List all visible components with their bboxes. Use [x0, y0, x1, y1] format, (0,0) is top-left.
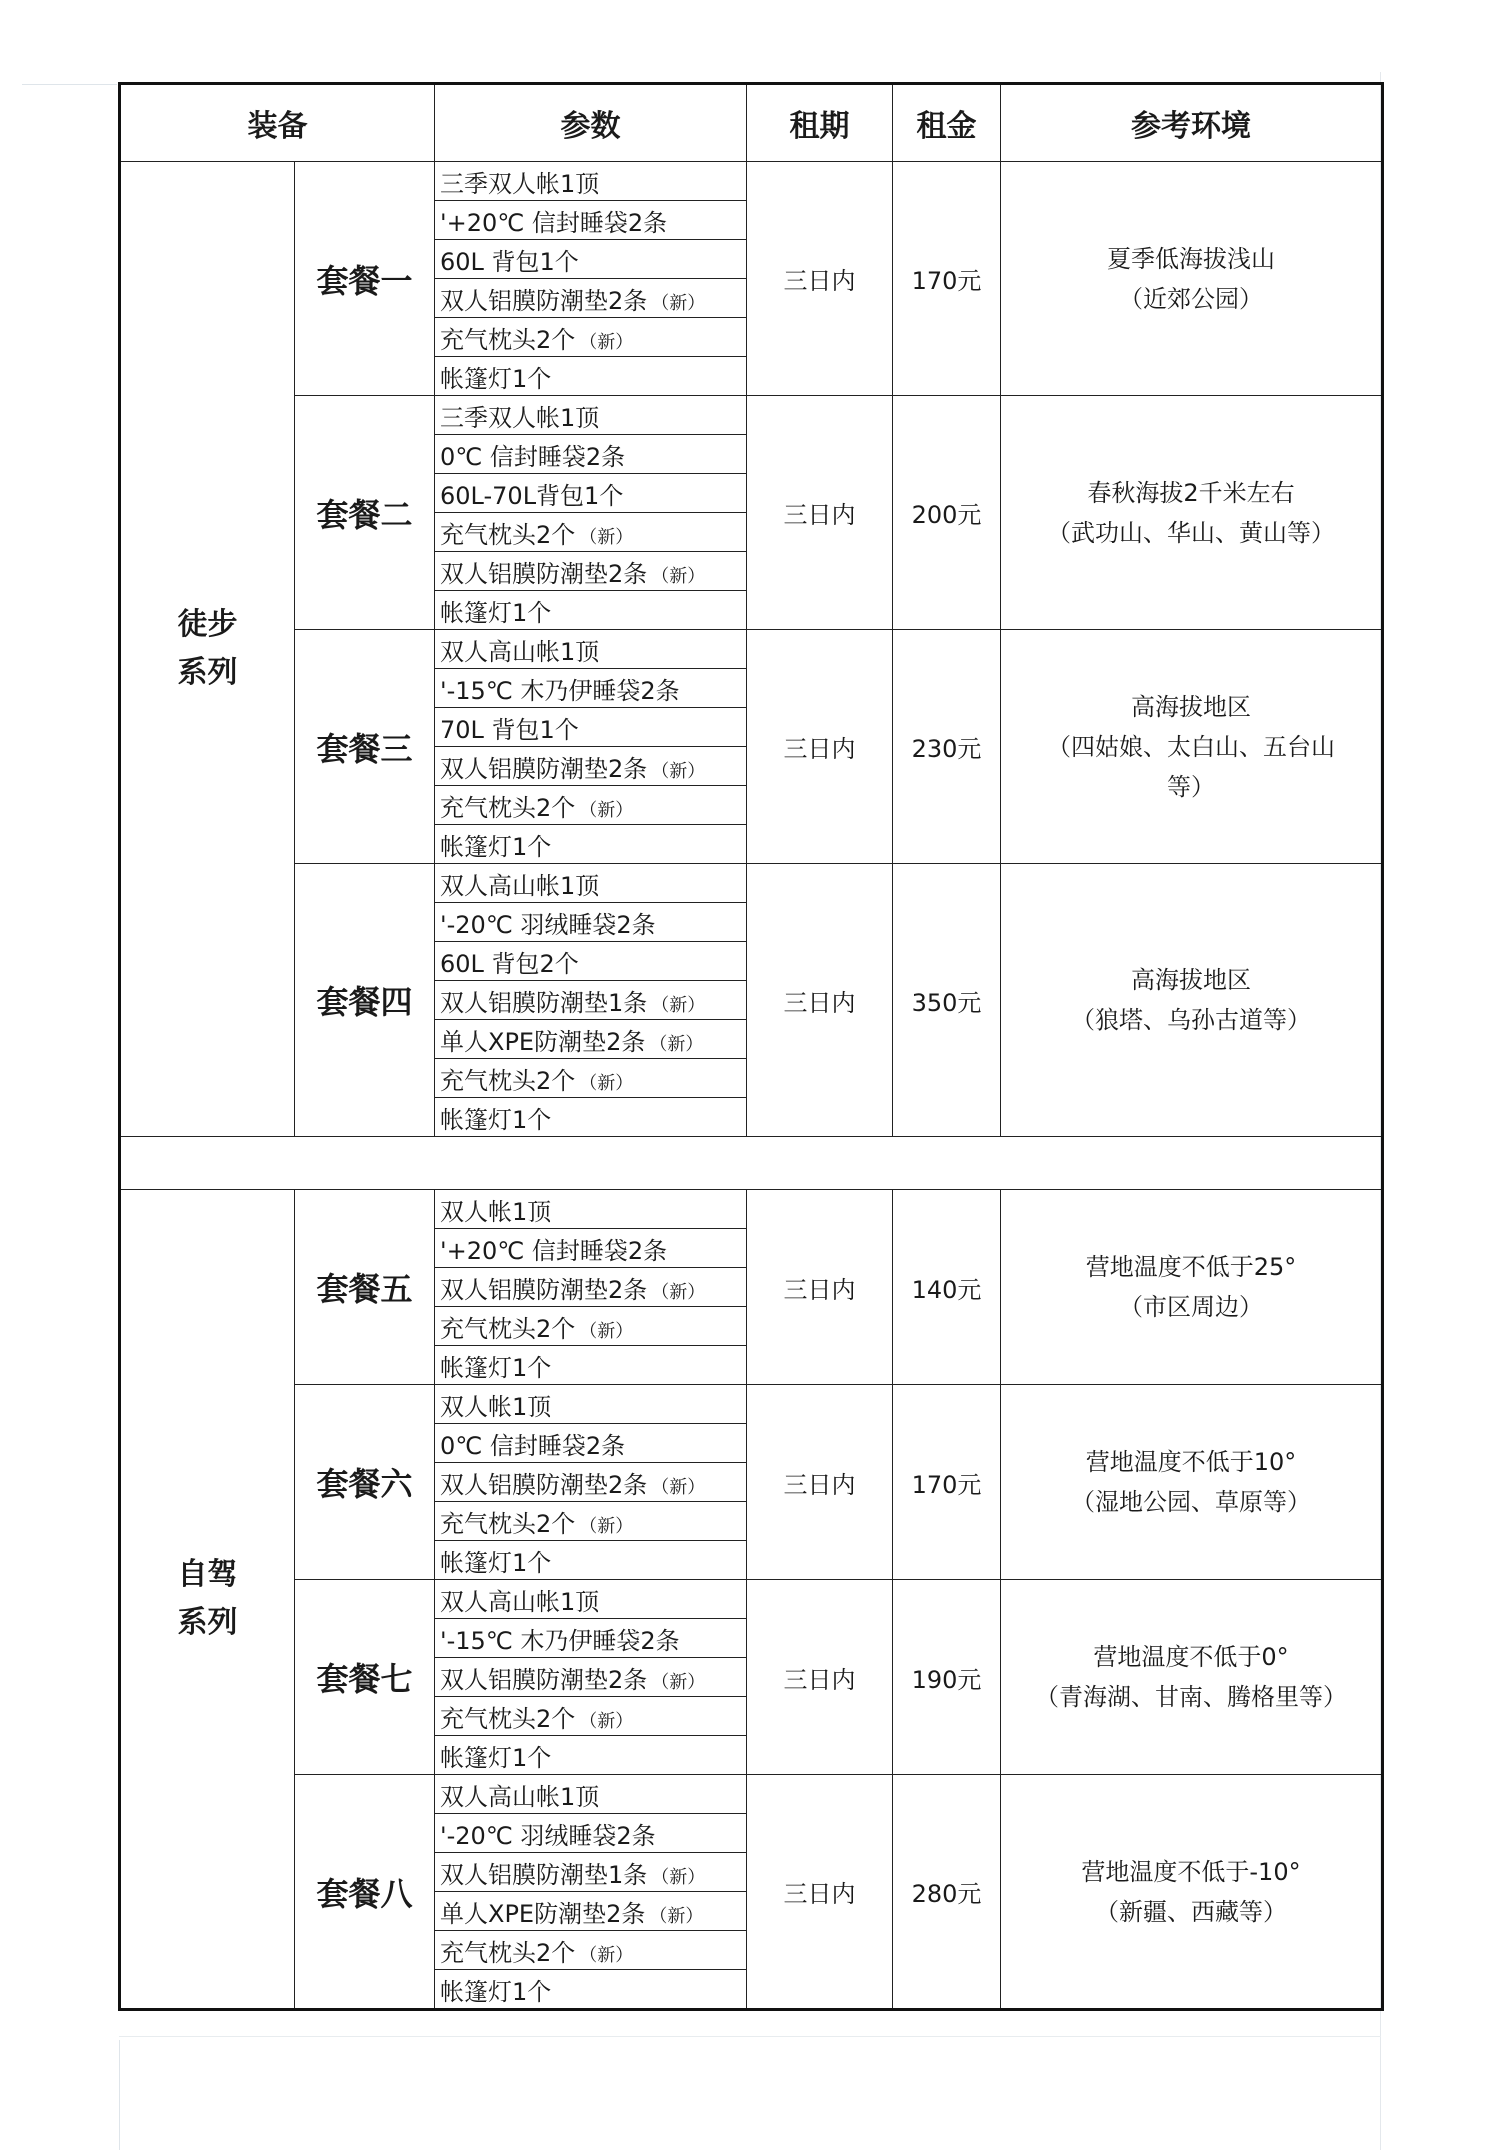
item-text: 充气枕头2个	[440, 1066, 576, 1095]
rental-period: 三日内	[747, 630, 893, 864]
new-tag: （新）	[651, 1281, 706, 1303]
rental-period: 三日内	[747, 1190, 893, 1385]
series-name-line-2: 系列	[177, 1605, 238, 1640]
equipment-item	[435, 1307, 747, 1346]
rental-period: 三日内	[747, 1775, 893, 2010]
equipment-item	[435, 864, 747, 903]
environment-line: 春秋海拔2千米左右	[1087, 478, 1295, 507]
equipment-item	[435, 708, 747, 747]
item-text: 单人XPE防潮垫2条	[440, 1027, 646, 1056]
rental-period: 三日内	[747, 1580, 893, 1775]
item-text: '+20℃ 信封睡袋2条	[440, 1236, 668, 1265]
equipment-item	[435, 1697, 747, 1736]
package-name: 套餐六	[295, 1385, 435, 1580]
new-tag: （新）	[579, 1944, 634, 1966]
environment-line: （青海湖、甘南、腾格里等）	[1035, 1683, 1347, 1711]
new-tag: （新）	[579, 799, 634, 821]
equipment-item	[435, 513, 747, 552]
equipment-item	[435, 747, 747, 786]
item-text: 70L 背包1个	[440, 715, 579, 744]
reference-environment	[1001, 864, 1383, 1137]
header-price: 租金	[893, 84, 1001, 162]
new-tag: （新）	[579, 1320, 634, 1342]
table-row	[120, 1190, 1383, 1229]
item-text: 帐篷灯1个	[440, 1743, 552, 1772]
table-row	[120, 162, 1383, 201]
item-text: 0℃ 信封睡袋2条	[440, 442, 626, 471]
rental-price-table	[118, 82, 1384, 2011]
environment-line: （狼塔、乌孙古道等）	[1071, 1006, 1311, 1034]
top-left-guide-line	[22, 84, 117, 85]
item-text: 充气枕头2个	[440, 1938, 576, 1967]
table-body	[120, 162, 1383, 2010]
series-name-line-2: 系列	[177, 655, 238, 690]
series-separator-row	[120, 1137, 1383, 1190]
equipment-item	[435, 1814, 747, 1853]
item-text: '-15℃ 木乃伊睡袋2条	[440, 676, 680, 705]
series-name-line-1: 自驾	[177, 1557, 238, 1592]
equipment-item	[435, 1892, 747, 1931]
item-text: 帐篷灯1个	[440, 1977, 552, 2006]
item-text: 双人铝膜防潮垫2条	[440, 286, 648, 315]
environment-line: （市区周边）	[1119, 1293, 1263, 1321]
equipment-item	[435, 942, 747, 981]
equipment-item	[435, 1541, 747, 1580]
equipment-item	[435, 1268, 747, 1307]
item-text: 三季双人帐1顶	[440, 403, 600, 432]
environment-line: 高海拔地区	[1131, 966, 1251, 994]
package-name: 套餐七	[295, 1580, 435, 1775]
header-environment: 参考环境	[1001, 84, 1383, 162]
equipment-item	[435, 162, 747, 201]
item-text: 双人帐1顶	[440, 1197, 552, 1226]
table-row	[120, 396, 1383, 435]
item-text: 充气枕头2个	[440, 1509, 576, 1538]
equipment-item	[435, 318, 747, 357]
item-text: 60L 背包1个	[440, 247, 579, 276]
reference-environment	[1001, 1775, 1383, 2010]
equipment-item	[435, 1736, 747, 1775]
rental-price: 170元	[893, 1385, 1001, 1580]
new-tag: （新）	[651, 292, 706, 314]
table-row	[120, 1580, 1383, 1619]
table-row	[120, 1775, 1383, 1814]
reference-environment	[1001, 396, 1383, 630]
equipment-item	[435, 1463, 747, 1502]
reference-environment	[1001, 630, 1383, 864]
item-text: 帐篷灯1个	[440, 364, 552, 393]
equipment-item	[435, 1190, 747, 1229]
new-tag: （新）	[579, 331, 634, 353]
equipment-item	[435, 435, 747, 474]
item-text: 充气枕头2个	[440, 1704, 576, 1733]
new-tag: （新）	[649, 1033, 704, 1055]
package-name: 套餐三	[295, 630, 435, 864]
equipment-item	[435, 1385, 747, 1424]
rental-price: 350元	[893, 864, 1001, 1137]
package-name: 套餐四	[295, 864, 435, 1137]
equipment-item	[435, 903, 747, 942]
new-tag: （新）	[579, 526, 634, 548]
equipment-item	[435, 1970, 747, 2010]
item-text: 双人铝膜防潮垫2条	[440, 754, 648, 783]
equipment-item	[435, 630, 747, 669]
item-text: 帐篷灯1个	[440, 1105, 552, 1134]
item-text: 双人高山帐1顶	[440, 871, 600, 900]
header-period: 租期	[747, 84, 893, 162]
page-bottom-edge	[119, 2036, 1381, 2037]
new-tag: （新）	[651, 1476, 706, 1498]
equipment-item	[435, 1098, 747, 1137]
equipment-item	[435, 1853, 747, 1892]
item-text: '-20℃ 羽绒睡袋2条	[440, 1821, 656, 1850]
equipment-item	[435, 591, 747, 630]
item-text: 双人帐1顶	[440, 1392, 552, 1421]
item-text: 三季双人帐1顶	[440, 169, 600, 198]
equipment-item	[435, 1020, 747, 1059]
equipment-item	[435, 1580, 747, 1619]
equipment-item	[435, 279, 747, 318]
new-tag: （新）	[651, 760, 706, 782]
item-text: 单人XPE防潮垫2条	[440, 1899, 646, 1928]
table-row	[120, 630, 1383, 669]
page-left-edge	[119, 2040, 120, 2150]
rental-price: 230元	[893, 630, 1001, 864]
reference-environment	[1001, 162, 1383, 396]
series-name-line-1: 徒步	[177, 607, 238, 642]
new-tag: （新）	[579, 1710, 634, 1732]
table-row	[120, 1385, 1383, 1424]
equipment-item	[435, 1931, 747, 1970]
equipment-item	[435, 552, 747, 591]
series-name-cell	[120, 162, 295, 1137]
new-tag: （新）	[649, 1905, 704, 1927]
rental-period: 三日内	[747, 162, 893, 396]
item-text: 双人铝膜防潮垫1条	[440, 988, 648, 1017]
package-name: 套餐八	[295, 1775, 435, 2010]
environment-line: 夏季低海拔浅山	[1107, 244, 1275, 273]
item-text: 充气枕头2个	[440, 793, 576, 822]
rental-period: 三日内	[747, 1385, 893, 1580]
item-text: 双人高山帐1顶	[440, 1587, 600, 1616]
rental-price: 140元	[893, 1190, 1001, 1385]
item-text: 充气枕头2个	[440, 520, 576, 549]
package-name: 套餐二	[295, 396, 435, 630]
item-text: 双人高山帐1顶	[440, 1782, 600, 1811]
environment-line: 高海拔地区	[1131, 692, 1251, 721]
item-text: '-15℃ 木乃伊睡袋2条	[440, 1626, 680, 1655]
item-text: 帐篷灯1个	[440, 832, 552, 861]
package-name: 套餐五	[295, 1190, 435, 1385]
rental-price: 190元	[893, 1580, 1001, 1775]
item-text: 双人铝膜防潮垫2条	[440, 559, 648, 588]
item-text: 双人高山帐1顶	[440, 637, 600, 666]
equipment-item	[435, 240, 747, 279]
reference-environment	[1001, 1190, 1383, 1385]
environment-line: （新疆、西藏等）	[1095, 1897, 1287, 1926]
item-text: 帐篷灯1个	[440, 1548, 552, 1577]
equipment-item	[435, 1658, 747, 1697]
item-text: 0℃ 信封睡袋2条	[440, 1431, 626, 1460]
environment-line: （武功山、华山、黄山等）	[1047, 518, 1335, 547]
environment-line: 营地温度不低于25°	[1085, 1253, 1297, 1281]
rental-period: 三日内	[747, 396, 893, 630]
item-text: '-20℃ 羽绒睡袋2条	[440, 910, 656, 939]
equipment-item	[435, 669, 747, 708]
rental-price: 200元	[893, 396, 1001, 630]
item-text: 双人铝膜防潮垫1条	[440, 1860, 648, 1889]
new-tag: （新）	[651, 994, 706, 1016]
equipment-item	[435, 201, 747, 240]
new-tag: （新）	[651, 1671, 706, 1693]
equipment-item	[435, 1424, 747, 1463]
item-text: 帐篷灯1个	[440, 598, 552, 627]
reference-environment	[1001, 1580, 1383, 1775]
environment-line: （近郊公园）	[1119, 284, 1263, 313]
environment-line: （四姑娘、太白山、五台山	[1047, 732, 1335, 761]
equipment-item	[435, 825, 747, 864]
equipment-item	[435, 786, 747, 825]
new-tag: （新）	[651, 1866, 706, 1888]
new-tag: （新）	[579, 1515, 634, 1537]
environment-line: 营地温度不低于0°	[1093, 1643, 1289, 1671]
item-text: 充气枕头2个	[440, 325, 576, 354]
new-tag: （新）	[651, 565, 706, 587]
equipment-item	[435, 474, 747, 513]
new-tag: （新）	[579, 1072, 634, 1094]
equipment-item	[435, 1502, 747, 1541]
rental-price: 170元	[893, 162, 1001, 396]
environment-line: （湿地公园、草原等）	[1071, 1488, 1311, 1516]
item-text: 60L-70L背包1个	[440, 481, 624, 510]
rental-period: 三日内	[747, 864, 893, 1137]
equipment-item	[435, 1619, 747, 1658]
table-header-row	[120, 84, 1383, 162]
header-params: 参数	[435, 84, 747, 162]
item-text: 帐篷灯1个	[440, 1353, 552, 1382]
environment-line: 营地温度不低于-10°	[1081, 1857, 1301, 1886]
item-text: 充气枕头2个	[440, 1314, 576, 1343]
separator-cell	[120, 1137, 1383, 1190]
equipment-item	[435, 1346, 747, 1385]
series-name-cell	[120, 1190, 295, 2010]
item-text: 60L 背包2个	[440, 949, 579, 978]
environment-line: 营地温度不低于10°	[1085, 1448, 1297, 1476]
equipment-item	[435, 396, 747, 435]
environment-line: 等）	[1167, 772, 1215, 801]
package-name: 套餐一	[295, 162, 435, 396]
item-text: 双人铝膜防潮垫2条	[440, 1275, 648, 1304]
rental-price: 280元	[893, 1775, 1001, 2010]
equipment-item	[435, 981, 747, 1020]
reference-environment	[1001, 1385, 1383, 1580]
equipment-item	[435, 1775, 747, 1814]
item-text: 双人铝膜防潮垫2条	[440, 1470, 648, 1499]
header-equipment: 装备	[120, 84, 435, 162]
equipment-item	[435, 1059, 747, 1098]
item-text: '+20℃ 信封睡袋2条	[440, 208, 668, 237]
equipment-item	[435, 1229, 747, 1268]
item-text: 双人铝膜防潮垫2条	[440, 1665, 648, 1694]
equipment-item	[435, 357, 747, 396]
table-row	[120, 864, 1383, 903]
